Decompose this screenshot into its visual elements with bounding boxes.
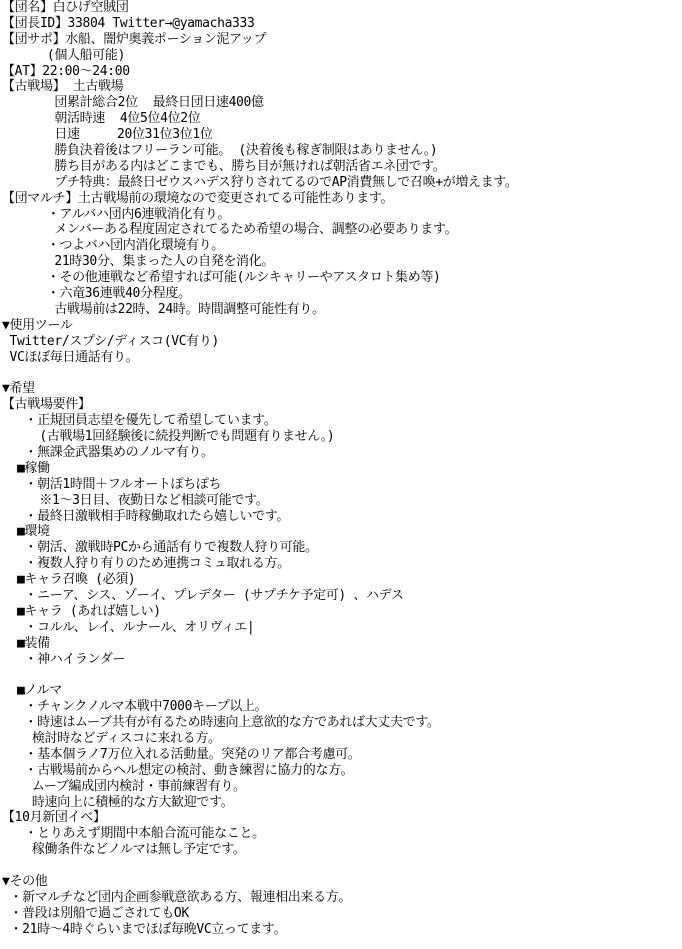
text-line: ・時速はムーブ共有が有るため時速向上意欲的な方であれば大丈夫です。: [2, 715, 440, 731]
text-line: ・無課金武器集めのノルマ有り。: [2, 444, 214, 460]
text-line: 朝活時速 4位5位4位2位: [2, 111, 201, 127]
text-line: ・とりあえず期間中本船合流可能なこと。: [2, 826, 265, 842]
text-line: (個人船可能): [2, 47, 126, 63]
text-line: プチ特典：最終日ゼウスハデス狩りされてるのでAP消費無しで召喚+が増えます。: [2, 174, 518, 190]
text-line: ■稼働: [2, 460, 50, 476]
text-line: VCほぼ毎日通話有り。: [2, 349, 139, 365]
text-line: 【団長ID】33804 Twitter→@yamacha333: [2, 15, 255, 31]
text-line: Twitter/スプシ/ディスコ(VC有り): [2, 333, 219, 349]
text-line: 【AT】22:00～24:00: [2, 63, 130, 79]
text-line: ・21時～4時ぐらいまでほぼ毎晩VC立ってます。: [2, 921, 287, 937]
text-line: ムーブ編成団内検討・事前練習有り。: [2, 778, 246, 794]
text-line: ・神ハイランダー: [2, 651, 126, 667]
text-line: ・チャンクノルマ本戦中7000キープ以上。: [2, 699, 268, 715]
text-line: 【古戦場要件】: [2, 397, 91, 413]
text-line: ▼希望: [2, 381, 35, 397]
text-line: 時速向上に積極的な方大歓迎です。: [2, 794, 234, 810]
text-line: ▼その他: [2, 873, 48, 889]
text-line: ・つよバハ団内消化環境有り。: [2, 238, 224, 254]
text-line: 検討時などディスコに来れる方。: [2, 730, 221, 746]
text-line: ▼使用ツール: [2, 317, 73, 333]
text-line: 団累計総合2位 最終日団日速400億: [2, 95, 264, 111]
text-line: ・その他連戦など希望すれば可能(ルシキャリーやアスタロト集め等): [2, 270, 441, 286]
text-line: 日速 20位31位3位1位: [2, 127, 213, 143]
text-line: 勝負決着後はフリーラン可能。 (決着後も稼ぎ制限はありません。): [2, 143, 438, 159]
text-line: ■キャラ召喚 (必須): [2, 572, 136, 588]
text-line: ・ニーア、シス、ゾーイ、プレデター (サプチケ予定可) 、ハデス: [2, 587, 404, 603]
text-line: 勝ち目がある内はどこまでも、勝ち目が無ければ朝活省エネ団です。: [2, 158, 446, 174]
blank-line: [2, 365, 680, 381]
text-line: ■環境: [2, 524, 50, 540]
text-line: ・朝活1時間＋フルオートぽちぽち: [2, 476, 222, 492]
text-line: ・基本個ラノ7万位入れる活動量。突発のリア都合考慮可。: [2, 746, 361, 762]
text-line: ※1～3日目、夜勤日など相談可能です。: [2, 492, 269, 508]
text-line: 【10月新団イベ】: [2, 810, 106, 826]
text-line: ・正規団員志望を優先して希望しています。: [2, 413, 277, 429]
text-line: ・アルバハ団内6連戦消化有り。: [2, 206, 231, 222]
text-line: 【団サポ】水船、闇炉奥義ポーション泥アップ: [2, 31, 267, 47]
text-line: ・古戦場前からヘル想定の検討、動き練習に協力的な方。: [2, 762, 354, 778]
text-line: ・普段は別船で過ごされてもOK: [2, 905, 189, 921]
text-line: ■キャラ (あれば嬉しい): [2, 603, 161, 619]
text-line: ・複数人狩り有りのため連携コミュ取れる方。: [2, 556, 290, 572]
text-line: 【団名】白ひげ空賊団: [2, 0, 129, 15]
text-line: ・朝活、激戦時PCから通話有りで複数人狩り可能。: [2, 540, 318, 556]
blank-line: [2, 858, 680, 874]
text-line: 21時30分、集まった人の自発を消化。: [2, 254, 274, 270]
text-line: ■ノルマ: [2, 683, 62, 699]
text-line: 稼働条件などノルマは無し予定です。: [2, 842, 246, 858]
text-line: ・新マルチなど団内企画参戦意欲ある方、報連相出来る方。: [2, 889, 352, 905]
text-line: 【古戦場】 土古戦場: [2, 79, 124, 95]
text-line: ■装備: [2, 635, 50, 651]
text-line: ・最終日激戦相手時稼働取れたら嬉しいです。: [2, 508, 290, 524]
text-line: (古戦場1回経験後に続投判断でも問題有りません。): [2, 429, 335, 445]
blank-line: [2, 667, 680, 683]
text-line: ・コルル、レイ、ルナール、オリヴィエ|: [2, 619, 255, 635]
recruitment-text-document: [2, 0, 680, 938]
text-line: ・六竜36連戦40分程度。: [2, 286, 191, 302]
text-line: メンバーある程度固定されてるため希望の場合、調整の必要あります。: [2, 222, 458, 238]
text-line: 古戦場前は22時、24時。時間調整可能性有り。: [2, 301, 325, 317]
text-line: 【団マルチ】土古戦場前の環境なので変更されてる可能性あります。: [2, 190, 394, 206]
